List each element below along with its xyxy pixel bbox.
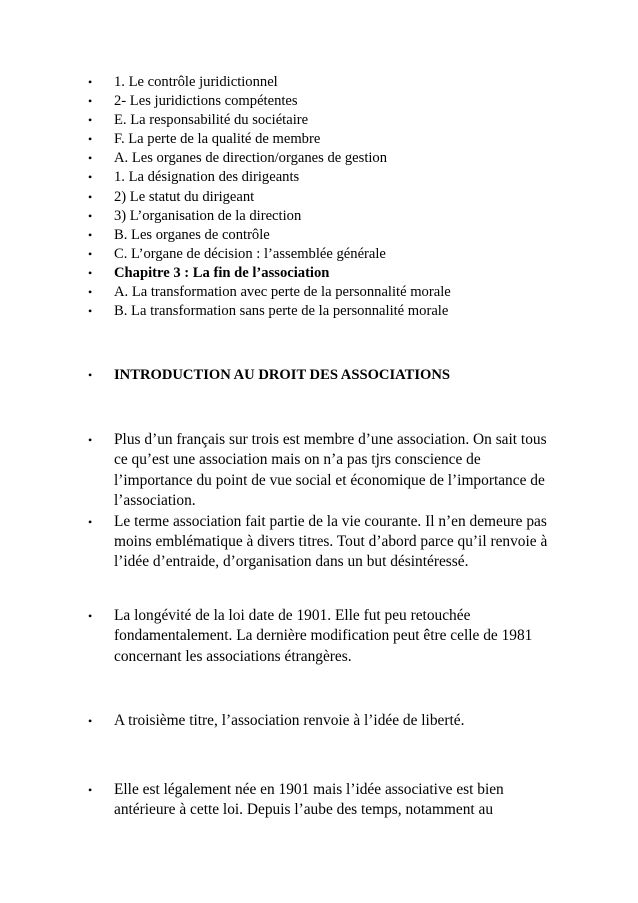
toc-item <box>88 207 558 226</box>
toc-item-text: A. Les organes de direction/organes de gestion <box>114 150 388 167</box>
toc-item-text: 1. La désignation des dirigeants <box>114 169 300 186</box>
paragraph-group-3 <box>88 711 558 731</box>
bullet-icon: • <box>88 75 93 89</box>
paragraph-group-4 <box>88 780 558 821</box>
bullet-icon: • <box>88 714 93 728</box>
toc-item-text: B. La transformation sans perte de la personnalité morale <box>114 303 449 320</box>
bullet-icon: • <box>88 227 93 242</box>
paragraph-text: Plus d’un français sur trois est membre d’une association. On sait tous ce qu’est une association mais on n’a pas tjrs conscience de l’importance du point de vue social et économique de l’importance de l’association. <box>114 431 547 510</box>
toc-item <box>88 92 558 111</box>
bullet-icon: • <box>88 609 93 623</box>
toc-item-text: F. La perte de la qualité de membre <box>114 131 321 148</box>
bullet-icon: • <box>88 208 93 223</box>
bullet-icon: • <box>88 170 93 185</box>
toc-item-text: 3) L’organisation de la direction <box>114 207 302 224</box>
bullet-icon: • <box>88 368 93 382</box>
toc-item <box>88 302 558 321</box>
toc-item-text: E. La responsabilité du sociétaire <box>114 112 309 129</box>
toc-item <box>88 245 558 264</box>
paragraph-item <box>88 780 558 821</box>
bullet-icon: • <box>88 433 93 447</box>
bullet-icon: • <box>88 94 93 109</box>
paragraph-text: Le terme association fait partie de la vie courante. Il n’en demeure pas moins emblématique à divers titres. Tout d’abord parce qu’il renvoie à l’idée d’entraide, d’organisation dans un but désintéressé. <box>114 512 548 571</box>
bullet-icon: • <box>88 113 93 128</box>
table-of-contents <box>88 73 558 321</box>
paragraph-group-1 <box>88 430 558 573</box>
bullet-icon: • <box>88 514 93 529</box>
paragraph-text: Elle est légalement née en 1901 mais l’idée associative est bien antérieure à cette loi. Depuis l’aube des temps, notamment au <box>114 781 504 819</box>
paragraph-item <box>88 512 558 573</box>
toc-item <box>88 188 558 207</box>
bullet-icon: • <box>88 783 93 797</box>
bullet-icon: • <box>88 285 93 300</box>
toc-item <box>88 149 558 168</box>
paragraph-text: La longévité de la loi date de 1901. Elle fut peu retouchée fondamentalement. La dernière modification peut être celle de 1981 concernant les associations étrangères. <box>114 607 533 665</box>
toc-item <box>88 283 558 302</box>
bullet-icon: • <box>88 189 93 204</box>
toc-item-text: B. Les organes de contrôle <box>114 226 270 243</box>
toc-item-text: C. L’organe de décision : l’assemblée générale <box>114 245 386 262</box>
bullet-icon: • <box>88 151 93 166</box>
bullet-icon: • <box>88 246 93 261</box>
paragraph-item <box>88 430 558 512</box>
section-heading: INTRODUCTION AU DROIT DES ASSOCIATIONS <box>114 367 451 383</box>
toc-item <box>88 226 558 245</box>
paragraph-text: A troisième titre, l’association renvoie à l’idée de liberté. <box>114 712 465 729</box>
bullet-icon: • <box>88 304 93 319</box>
bullet-icon: • <box>88 265 93 280</box>
toc-item-text: A. La transformation avec perte de la personnalité morale <box>114 284 451 301</box>
toc-item-text: 1. Le contrôle juridictionnel <box>114 74 278 90</box>
toc-item <box>88 111 558 130</box>
paragraph-item <box>88 711 558 731</box>
list-item <box>88 366 558 385</box>
toc-item-text: 2) Le statut du dirigeant <box>114 188 255 205</box>
toc-item <box>88 168 558 187</box>
paragraph-group-2 <box>88 606 558 667</box>
intro-heading-list <box>88 366 558 385</box>
toc-item-text: Chapitre 3 : La fin de l’association <box>114 264 330 281</box>
toc-item <box>88 73 558 92</box>
bullet-icon: • <box>88 132 93 147</box>
toc-item <box>88 130 558 149</box>
paragraph-item <box>88 606 558 667</box>
toc-item <box>88 264 558 283</box>
toc-item-text: 2- Les juridictions compétentes <box>114 93 298 110</box>
